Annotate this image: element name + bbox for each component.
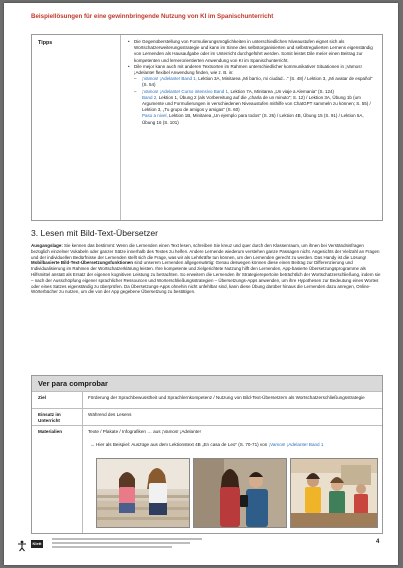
row-label: Ziel [38,395,46,400]
reference-link[interactable]: ¡Vamos! ¡Adelante! Curso intensivo Band 1, [142,88,230,94]
tipps-bullet [128,64,376,76]
row-label: Materialien [38,429,62,434]
textbook-photo [193,458,287,528]
paragraph-lead: Ausgangslage: [31,243,63,248]
box-header [32,376,382,391]
tipps-label: Tipps [38,40,53,46]
paragraph [31,260,381,295]
paragraph [31,243,381,260]
ver-para-comprobar-box [31,375,383,534]
table-row [32,391,382,409]
bullet-icon: • [128,39,130,44]
example-hint [90,442,376,448]
table-row [32,425,382,534]
hint-text: Hier als Beispiel: Auszüge aus dem Lektionstext 4B „En casa de Leo“ (S. 70-71) von [96,442,269,447]
reference-text: Lektion 1, Übung 2 (als Vorbereitung auf die „charla de un minuto“; S. 12) / Lektion 3A, Übung 1b (um Argumente und Formulierungen in verschiedenen Niveaustufen mithilfe von ChatGPT sammeln zu können; S. 55) / Lektion 3, „Tu grupo de amigos y amigas“ (S. 60) [142,94,371,113]
tipps-bullet-text: Dile mejor kann auch mit anderen Textsorten im Rahmen unterschiedlicher kommunikativer Situationen in ¡Vamos! ¡Adelante! flexibel Anwendung finden, wie z. B. in: [134,63,362,76]
stairs-scene-image [97,459,189,527]
tipps-bullet [128,39,376,64]
arrow-right-icon: – [134,88,137,94]
textbook-photo [290,458,378,528]
paragraph-text: Sie kennen das bestimmt: Wenn die Lernenden einen Text lesen, schreiben Sie kreuz und quer durch den Klassenraum, um ihnen bei Verständnisfragen bezüglich einzelner Vokabeln oder ganzer Sätze innerhalb des Textes zu helfen. Andere Lernende wiederum verstehen ganze Passagen nicht. Angesichts der Vielzahl an Fragen und der individuellen Bedürfnisse der Lernenden stellt sich die Frage, was wir als Lehrkräfte tun können, um den Lernenden gerecht zu werden. Das Handy ist die Lösung! [31,243,380,260]
footer-imprint [52,538,202,550]
page-header: Beispiellösungen für eine gewinnbringende Nutzung von KI im Spanischunterricht [31,13,274,20]
arrow-right-icon: – [134,76,137,82]
reference-item [128,95,376,114]
imprint-line [52,546,172,548]
bullet-icon: • [128,63,130,69]
column-divider [120,35,121,220]
paragraph-lead: Mobilbasierte Bild-Text-Übersetzungsfunktionen [31,260,133,266]
reference-link[interactable]: Band 2, [142,94,158,100]
hint-link[interactable]: ¡Vamos! ¡Adelante! Band 1 [268,442,324,447]
reference-link[interactable]: ¡Vamos! ¡Adelante! Band 1, [142,76,197,82]
reference-text: Lektion 3A, Minitarea „Mi barrio, mi ciudad…“ (S. 48) / Lektion 3, „Mi avatar de español“ (S. 54) [142,76,373,88]
publisher-logo: Klett [32,541,42,546]
document-page [4,3,398,565]
accessibility-icon [16,539,28,551]
section-title: 3. Lesen mit Bild-Text-Übersetzer [31,228,159,238]
tipps-body [128,39,376,126]
box-title: Ver para comprobar [38,379,108,388]
paragraph-text: sind unserem Lernenden allgegenwärtig: Genau deswegen können diese einen Beitrag zur Differenzierung und Individualisierung im Rahmen der Wortschatzerklärung leisten. Ihre kompetente und zielgerichtete Nutzung hilft den Lernenden, App-basierte Übersetzungsprogramme als Hilfsmittel anstatt als Ersatz der eigenen kognitiven Leistung zu betrachten. So erweitern die Lernenden ihr Strategierepertoire beträchtlich der Wortschatzerschließung, indem sie – nach der Ausschöpfung eigener sprachlicher Ressourcen und Worterschließungsstrategien – Übersetzungs-Apps anwenden, um ihre Hypothesen zur Bedeutung eines Wortes oder eines Satzes eigenständig zu überprüfen. Da Übersetzungs-Apps ohnehin nicht unfehlbar sind, kann diese Übung darüber hinaus die Lernenden dazu anregen, Online-Wörterbücher zu nutzen, um die von der App gegebene Übersetzung zu bestätigen. [31,260,381,295]
row-label: Einsatz im Unterricht [38,412,61,423]
section-body [31,243,381,295]
imprint-line [52,542,190,544]
reference-link[interactable]: Paso a nivel, [142,113,168,119]
row-value: Während des Lesens [88,412,132,417]
kitchen-scene-image [291,459,377,527]
reference-text: Lektion 1B, Minitarea „Un ejemplo para todos“ (S. 26) / Lektion 4B, Übung 15 (S. 91) / Lektion 5A, Übung 16 (S. 101) [142,113,364,125]
reference-text: Lektion 7A, Minitarea „Un viaje a Alemania“ (S. 124) [230,88,335,94]
row-value: Texte / Plakate / Infografiken … aus ¡Vamos! ¡Adelante! [88,429,201,434]
reference-item [128,76,376,88]
tipps-bullet-text: Die Gegenüberstellung von Formulierungsmöglichkeiten in unterschiedlichen Niveaustufen eignet sich als Wortschatzerweiterungsstrategie und kann im Sinne des selbstorganisierten und selbstregulierten Lernens eigenständig von Lernenden als Hausaufgabe oder im Unterricht durchgeführt werden. Somit leistet Dile meíer einen Beitrag zur kompetenten und lernerorientierten Anwendung von KI im Spanischunterricht. [134,39,373,63]
tipps-box [31,34,383,221]
arrow-right-icon: → [90,442,95,447]
page-number: 4 [376,539,380,545]
textbook-photo [96,458,190,528]
imprint-line [52,538,202,540]
reference-item [128,113,376,125]
table-row [32,408,382,426]
teens-scene-image [194,459,286,527]
row-value: Förderung der Sprachbewusstheit und Sprachlernkompetenz / Nutzung von Bild-Text-Übersetzern als Wortschatzerschließungsstrategie [88,395,365,400]
